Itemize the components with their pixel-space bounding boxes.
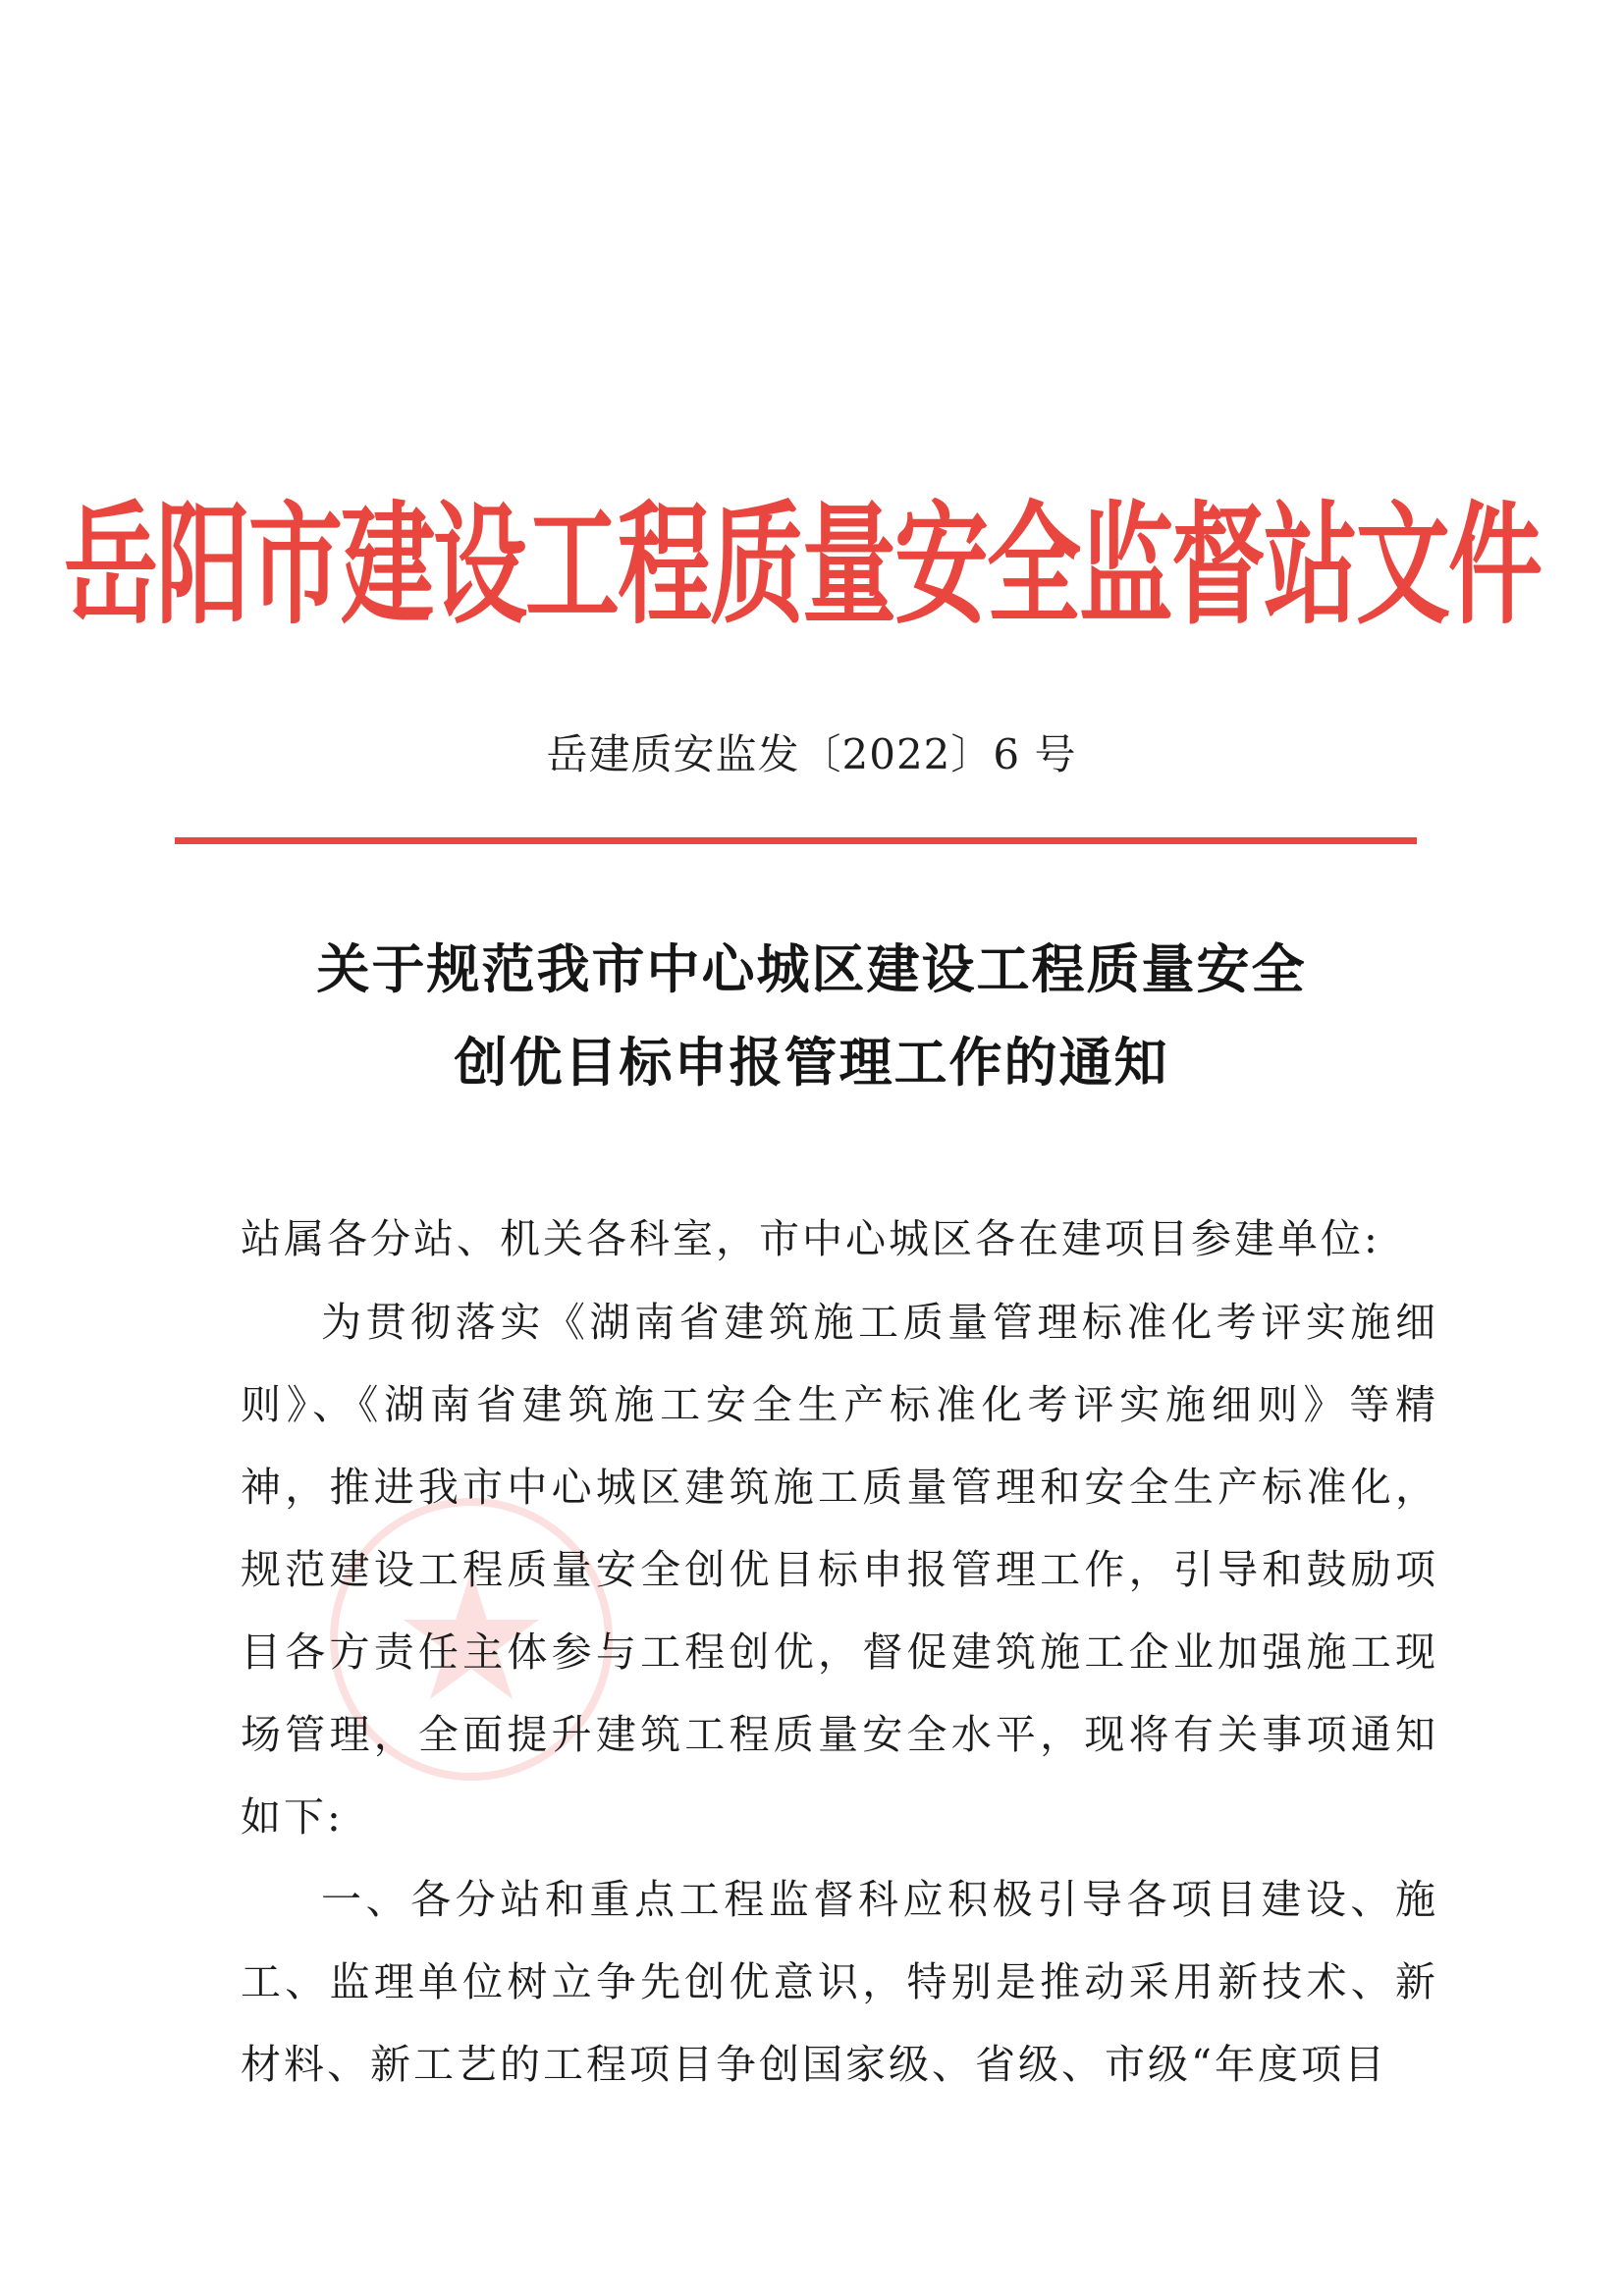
document-masthead: 岳阳市建设工程质量安全监督站文件: [64, 488, 1541, 642]
salutation: 站属各分站、机关各科室，市中心城区各在建项目参建单位:: [241, 1215, 1380, 1262]
notice-title-line-1: 关于规范我市中心城区建设工程质量安全: [316, 938, 1307, 1000]
document-number: 岳建质安监发〔2022〕6 号: [546, 730, 1077, 778]
body-paragraph-1: 为贯彻落实《湖南省建筑施工质量管理标准化考评实施细则》、《湖南省建筑施工安全生产标准化考评实施细则》等精神，推进我市中心城区建筑施工质量管理和安全生产标准化，规范建设工程质量安全创优目标申报管理工作，引导和鼓励项目各方责任主体参与工程创优，督促建筑施工企业加强施工现场管理，全面提升建筑工程质量安全水平，现将有关事项通知如下:: [241, 1299, 1438, 1841]
red-divider-line: [175, 837, 1417, 844]
notice-title-line-2: 创优目标申报管理工作的通知: [454, 1032, 1169, 1094]
body-paragraph-2: 一、各分站和重点工程监督科应积极引导各项目建设、施工、监理单位树立争先创优意识，特别是推动采用新技术、新材料、新工艺的工程项目争创国家级、省级、市级“年度项目: [241, 1876, 1438, 2088]
